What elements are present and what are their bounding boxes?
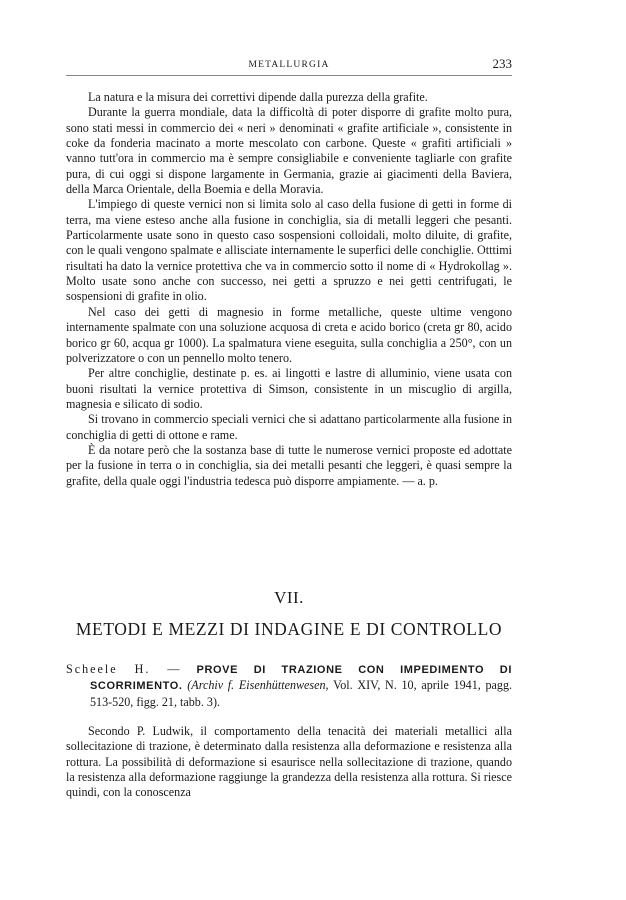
review-title: PROVE DI TRAZIONE CON IMPEDIMENTO DI SCORRIMENTO. xyxy=(90,664,512,693)
review-author: Scheele H. — xyxy=(66,662,182,676)
article-body xyxy=(66,90,512,489)
chapter-title: METODI E MEZZI DI INDAGINE E DI CONTROLLO xyxy=(75,619,503,639)
review-reference xyxy=(66,662,512,710)
running-title: METALLURGIA xyxy=(248,60,330,70)
review-body: Secondo P. Ludwik, il comportamento della tenacità dei materiali metallici alla sollecitazione di trazione, è determinato dalla resistenza alla deformazione e resistenza alla rottura. La possibilità di deformazione si esaurisce nella sollecitazione di trazione, quando la resistenza alla deformazione raggiunge la grandezza della resistenza alla rottura. Si riesce quindi, con la conoscenza xyxy=(66,724,512,800)
review-details: Vol. XIV, N. 10, aprile 1941, pagg. 513-520, figg. 21, tabb. 3). xyxy=(90,678,513,709)
header-rule xyxy=(66,75,512,76)
page-number: 233 xyxy=(492,56,512,71)
paragraph: L'impiego di queste vernici non si limita solo al caso della fusione di getti in forme di terra, ma viene esteso anche alla fusione in conchiglia, sia di metalli leggeri che pesanti. Particolarmente usate sono in questo caso sospensioni colloidali, molto diluite, di grafite, con le quali vengono spalmate e allisciate internamente le superfici delle conchiglie. Otttimi risultati ha dato la vernice protettiva che va in commercio sotto il nome di « Hydrokollag ». Molto usate sono anche con successo, nei getti a spruzzo e nei getti centrifugati, le sospensioni di grafite in olio. xyxy=(66,197,512,304)
paragraph: Si trovano in commercio speciali vernici che si adattano particolarmente alla fusione in conchiglia di getti di ottone e rame. xyxy=(66,412,512,442)
review-entry xyxy=(66,662,512,801)
review-journal: (Archiv f. Eisenhüttenwesen, xyxy=(187,678,329,693)
paragraph: È da notare però che la sostanza base di tutte le numerose vernici proposte ed adottate per la fusione in terra o in conchiglia, sia dei metalli pesanti che leggeri, è quasi sempre la grafite, della quale oggi l'industria tedesca può disporre ampiamente. — a. p. xyxy=(66,442,512,488)
paragraph: Durante la guerra mondiale, data la difficoltà di poter disporre di grafite molto pura, sono stati messi in commercio dei « neri » denominati « grafite artificiale », consistente in coke da fonderia macinato a morte mescolato con carbone. Queste « grafiti artificiali » vanno tutt'ora in commercio ma è sempre consigliabile e conveniente tagliarle con grafite pura, di cui oggi si dispone largamente in Germania, grazie ai giacimenti della Baviera, della Marca Orientale, della Boemia e della Moravia. xyxy=(66,105,512,197)
page-header xyxy=(66,56,512,76)
paragraph: Nel caso dei getti di magnesio in forme metalliche, queste ultime vengono internamente spalmate con una soluzione acquosa di creta e acido borico (creta gr 80, acido borico gr 60, acqua gr 1000). La spalmatura viene eseguita, sulla conchiglia a 250°, con un polverizzatore o con un pennello molto tenero. xyxy=(66,304,512,365)
paragraph: Per altre conchiglie, destinate p. es. ai lingotti e lastre di alluminio, viene usata con buoni risultati la vernice protettiva di Simson, consistente in un miscuglio di argilla, magnesia e silicato di sodio. xyxy=(66,366,512,411)
chapter-number: VII. xyxy=(274,588,304,607)
paragraph: La natura e la misura dei correttivi dipende dalla purezza della grafite. xyxy=(88,90,428,104)
